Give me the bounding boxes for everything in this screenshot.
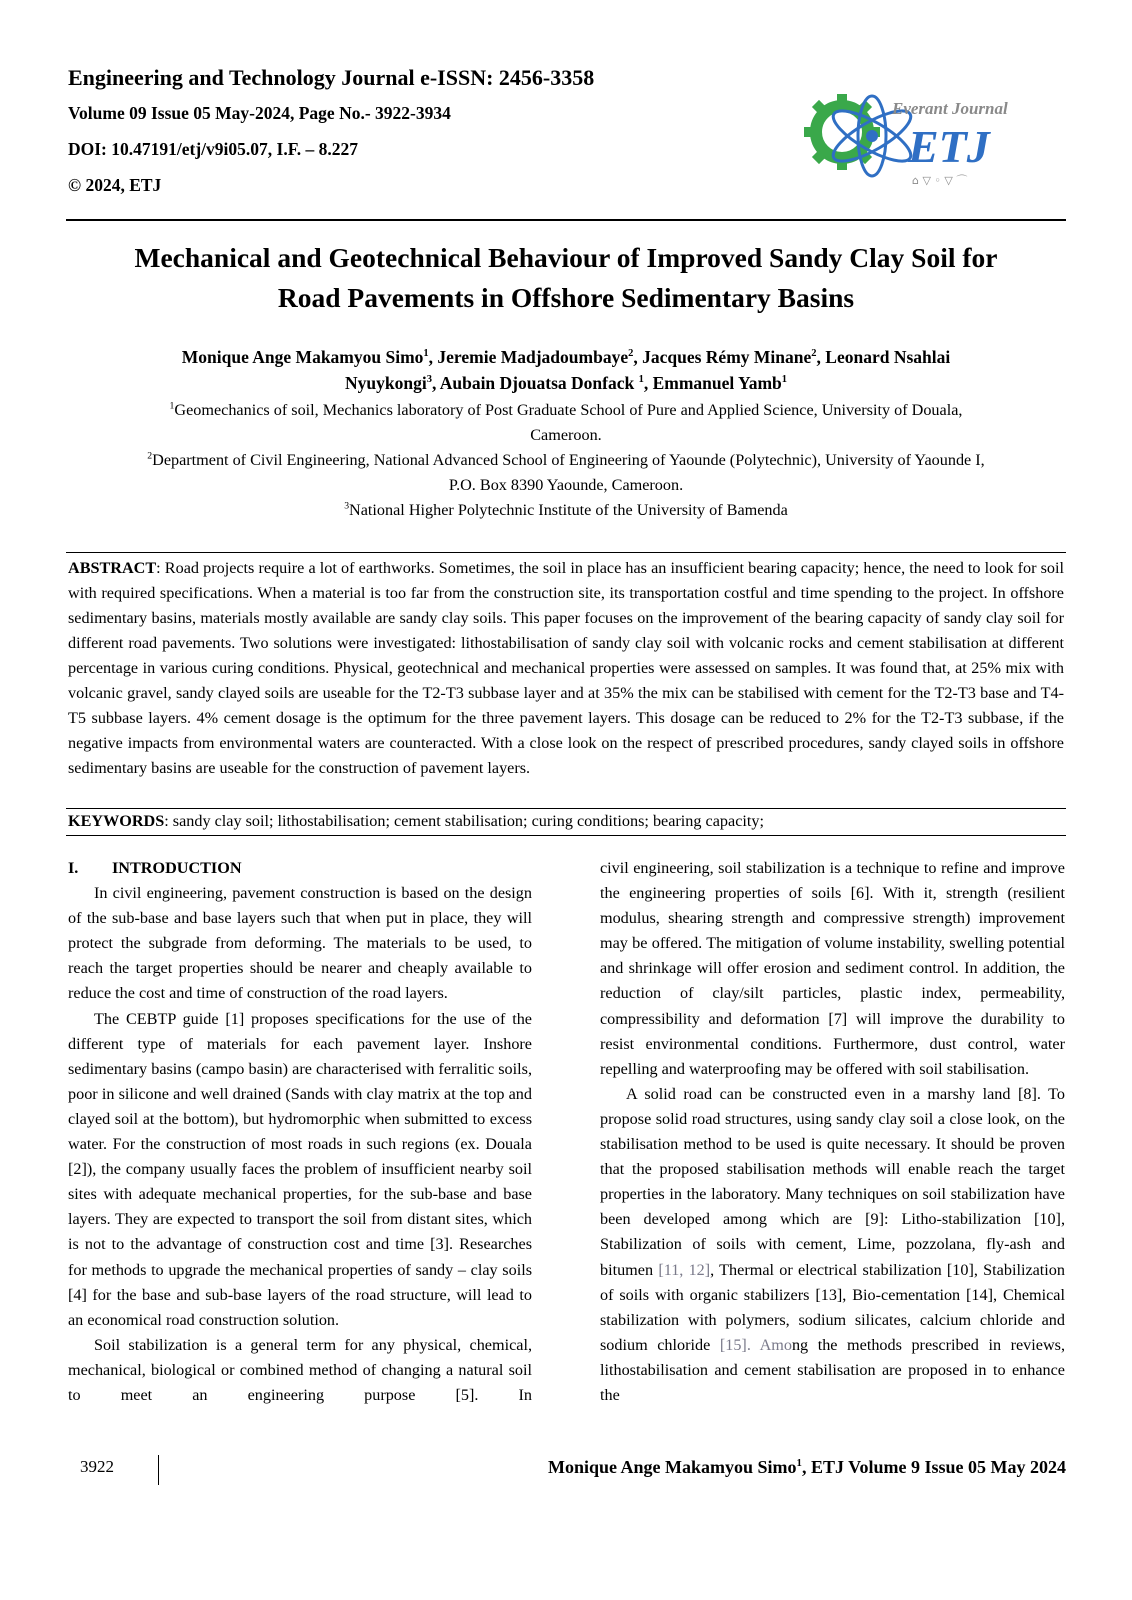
etj-logo-icon [800, 80, 1020, 192]
journal-header [68, 64, 768, 208]
svg-text:⌂ ▽ ◦ ▽ ⌒: ⌂ ▽ ◦ ▽ ⌒ [912, 174, 968, 187]
keywords-bottom-rule [66, 835, 1066, 836]
paper-title-line-1: Mechanical and Geotechnical Behaviour of Improved Sandy Clay Soil for [134, 242, 998, 273]
affil-text: National Higher Polytechnic Institute of the University of Bamenda [349, 501, 788, 519]
affil-sup: 3 [344, 500, 350, 512]
keywords-label: KEYWORDS [68, 812, 165, 830]
footer-citation [548, 1457, 1066, 1478]
affiliation-2-cont: P.O. Box 8390 Yaounde, Cameroon. [448, 476, 684, 494]
affiliations [66, 398, 1066, 523]
paragraph-text: A solid road can be constructed even in a marshy land [8]. To propose solid road structures, using sandy clay soil a close look, on the stabilisation method to be used is quite necessary. It should be proven that the proposed stabilisation methods will enable reach the target properties in the laboratory. Many techniques on soil stabilization have been developed among which are [9]: Litho-stabilization [10], Stabilization of soils with cement, Lime, pozzolana, fly-ash and bitumen [600, 1084, 1065, 1279]
author-name: , Jacques Rémy Minane [633, 347, 812, 367]
affil-sup: 1 [169, 400, 175, 412]
author-name: , Jeremie Madjadoumbaye [428, 347, 629, 367]
author-name: Monique Ange Makamyou Simo [181, 347, 424, 367]
section-number: I. [68, 859, 79, 877]
logo-letters: ETJ [908, 121, 990, 172]
body-column-right [600, 856, 1065, 1408]
affiliation-1-cont: Cameroon. [530, 426, 602, 444]
affil-text: Geomechanics of soil, Mechanics laboratory of Post Graduate School of Pure and Applied Science, University of Douala, [174, 401, 963, 419]
author-line-2 [66, 370, 1066, 396]
section-heading [68, 856, 532, 881]
affil-text: Department of Civil Engineering, National Advanced School of Engineering of Yaounde (Polytechnic), University of Yaounde I, [152, 451, 985, 469]
journal-volume: Volume 09 Issue 05 May-2024, Page No.- 3922-3934 [68, 103, 451, 123]
keywords [68, 809, 1064, 834]
paragraph: civil engineering, soil stabilization is a technique to refine and improve the engineering properties of soils [6]. With it, strength (resilient modulus, shearing strength and compressive strength) improvement may be offered. The mitigation of volume instability, swelling potential and shrinkage will offer erosion and sediment control. In addition, the reduction of clay/silt particles, plastic index, permeability, compressibility and deformation [7] will improve the durability to resist environmental conditions. Furthermore, dust control, water repelling and waterproofing may be offered with soil stabilisation. [600, 859, 1065, 1078]
page-footer [66, 1455, 1066, 1485]
abstract-top-rule [66, 552, 1066, 553]
author-name: Nyuykongi [344, 373, 427, 393]
gear-atom-logo-icon [800, 80, 1020, 192]
author-affil-sup: 2 [811, 348, 817, 360]
footer-divider [158, 1455, 159, 1485]
affiliation-1 [66, 398, 1066, 423]
author-list [66, 344, 1066, 396]
section-title: INTRODUCTION [112, 859, 242, 877]
affil-sup: 2 [147, 450, 153, 462]
affiliation-2 [66, 448, 1066, 473]
keywords-text: : sandy clay soil; lithostabilisation; cement stabilisation; curing conditions; bearing capacity; [164, 812, 764, 830]
author-name: , Emmanuel Yamb [643, 373, 782, 393]
paper-title [66, 238, 1066, 318]
paragraph-text: Amo [759, 1335, 792, 1354]
journal-copyright: © 2024, ETJ [68, 175, 162, 195]
paragraph: In civil engineering, pavement construction is based on the design of the sub-base and base layers such that when put in place, they will protect the subgrade from deforming. The materials to be used, to reach the target properties should be nearer and cheaply available to reduce the cost and time of construction of the road layers. [68, 884, 532, 1003]
author-affil-sup: 3 [426, 374, 432, 386]
author-affil-sup: 1 [781, 374, 788, 386]
logo-caption: Everant Journal [892, 99, 1008, 118]
footer-author: Monique Ange Makamyou Simo [548, 1457, 797, 1477]
author-name: , Aubain Djouatsa Donfack [431, 373, 639, 393]
header-divider [66, 219, 1066, 221]
footer-author-sup: 1 [796, 1457, 802, 1469]
reference-link[interactable]: [15]. [719, 1335, 751, 1354]
journal-name: Engineering and Technology Journal e-ISSN: 2456-3358 [68, 65, 595, 90]
author-name: , Leonard Nsahlai [816, 347, 951, 367]
author-affil-sup: 2 [628, 348, 634, 360]
abstract-label: ABSTRACT [68, 559, 157, 577]
reference-link[interactable]: [11, 12] [658, 1260, 711, 1279]
paragraph: Soil stabilization is a general term for any physical, chemical, mechanical, biological or combined method of changing a natural soil to meet an engineering purpose [5]. In [68, 1335, 532, 1404]
affiliation-3 [66, 498, 1066, 523]
page-number: 3922 [80, 1457, 114, 1476]
paragraph [600, 1082, 1065, 1408]
paragraph: The CEBTP guide [1] proposes specifications for the use of the different type of materials for each pavement layer. Inshore sedimentary basins (campo basin) are characterised with ferralitic soils, poor in silicone and well drained (Sands with clay matrix at the top and clayed soil at the bottom), but hydromorphic when submitted to excess water. For the construction of most roads in such regions (ex. Douala [2]), the company usually faces the problem of insufficient nearby soil sites with adequate mechanical properties, for the sub-base and base layers. They are expected to transport the soil from distant sites, which is not to the advantage of construction cost and time [3]. Researches for methods to upgrade the mechanical properties of sandy – clay soils [4] for the base and sub-base layers of the road structure, will lead to an economical road construction solution. [68, 1009, 532, 1329]
body-column-left [68, 856, 532, 1408]
author-affil-sup: 1 [638, 374, 644, 386]
journal-doi: DOI: 10.47191/etj/v9i05.07, I.F. – 8.227 [68, 139, 359, 159]
paragraph-text: ng the methods prescribed in reviews, lithostabilisation and cement stabilisation are proposed in to enhance the [600, 1335, 1065, 1404]
abstract [68, 556, 1064, 781]
footer-journal: , ETJ Volume 9 Issue 05 May 2024 [801, 1457, 1066, 1477]
author-line-1 [66, 344, 1066, 370]
author-affil-sup: 1 [423, 348, 429, 360]
paragraph-text: , Thermal or electrical stabilization [10], Stabilization of soils with organic stabilizers [13], Bio-cementation [14], Chemical stabilization with polymers, sodium silicates, calcium chloride and sodium chloride [600, 1260, 1065, 1354]
paper-title-line-2: Road Pavements in Offshore Sedimentary Basins [277, 282, 855, 313]
abstract-text: : Road projects require a lot of earthworks. Sometimes, the soil in place has an insufficient bearing capacity; hence, the need to look for soil with required specifications. When a material is too far from the construction site, its transportation costful and time spending to the project. In offshore sedimentary basins, materials mostly available are sandy clay soils. This paper focuses on the improvement of the bearing capacity of sandy clay soil for different road pavements. Two solutions were investigated: lithostabilisation of sandy clay soil with volcanic rocks and cement stabilisation at different percentage in various curing conditions. Physical, geotechnical and mechanical properties were assessed on samples. It was found that, at 25% mix with volcanic gravel, sandy clayed soils are useable for the T2-T3 subbase layer and at 35% the mix can be stabilised with cement for the T2-T3 base and T4-T5 subbase layers. 4% cement dosage is the optimum for the three pavement layers. This dosage can be reduced to 2% for the T2-T3 subbase, if the negative impacts from environmental waters are counteracted. With a close look on the respect of prescribed procedures, sandy clayed soils in offshore sedimentary basins are useable for the construction of pavement layers. [68, 559, 1064, 777]
